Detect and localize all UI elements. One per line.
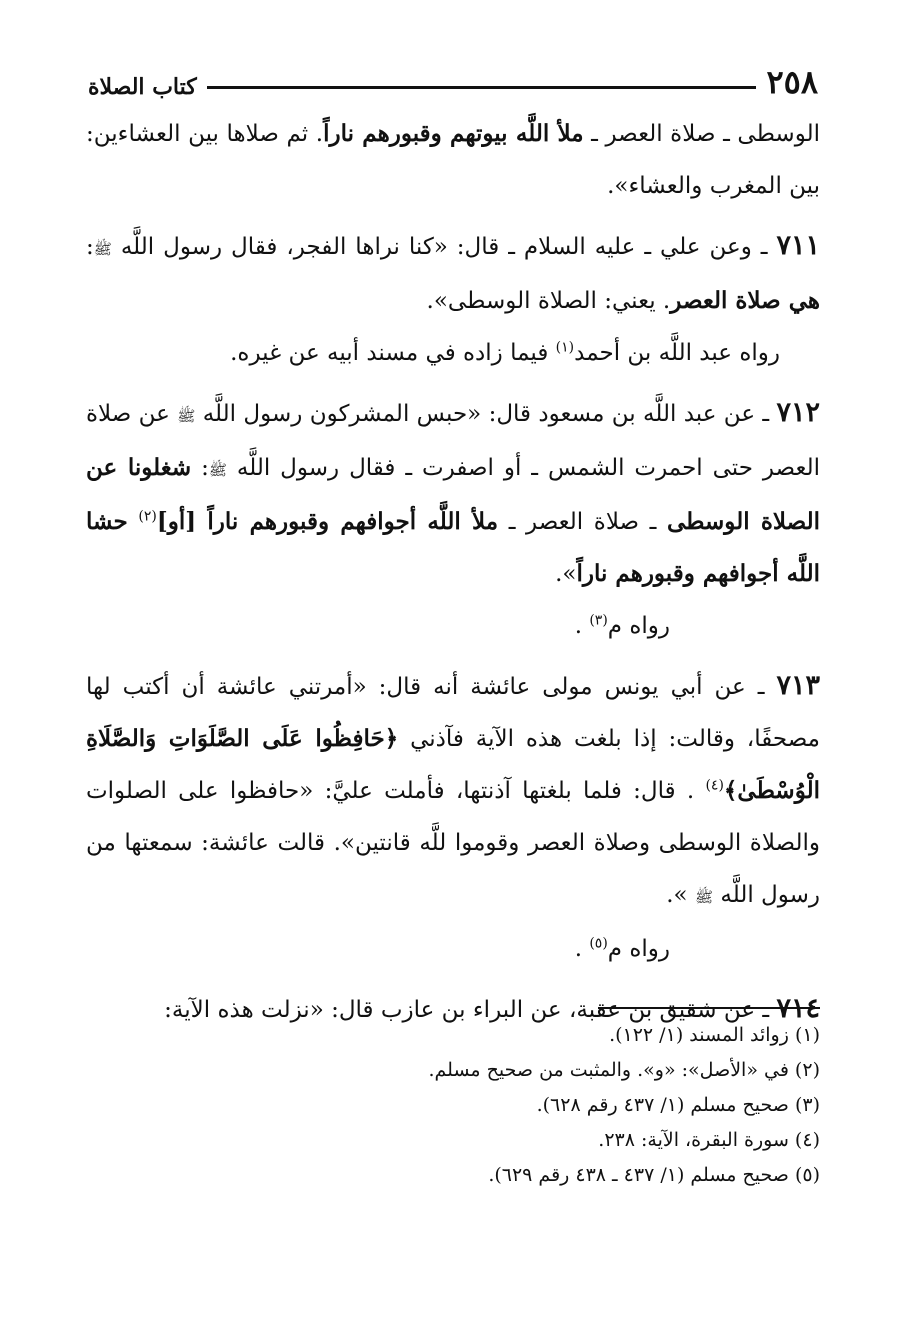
honorific-symbol: ﷺ — [93, 240, 112, 258]
footnote-ref: (١) — [555, 339, 575, 356]
text-span: : — [191, 455, 209, 481]
footnotes — [86, 1018, 820, 1193]
bold-text: شغلونا عن الصلاة الوسطى — [86, 454, 820, 535]
text-span: ـ وعن علي ـ عليه السلام ـ قال: «كنا نراها الفجر، فقال رسول اللَّه — [111, 234, 777, 260]
quran-verse: ﴿حَافِظُوا عَلَى الصَّلَوَاتِ وَالصَّلَاةِ الْوُسْطَىٰ﴾ — [86, 725, 820, 804]
footnote-4: (٤) سورة البقرة، الآية: ٢٣٨. — [598, 1129, 820, 1151]
text-span: فيما زاده في مسند أبيه عن غيره. — [230, 340, 556, 366]
text-span: ». — [555, 561, 577, 587]
narration-711 — [86, 327, 820, 379]
footnote-ref: (٣) — [589, 612, 608, 629]
text-span: . — [574, 936, 590, 962]
footnote-ref: (٤) — [705, 777, 724, 794]
hadith-713 — [86, 660, 820, 923]
bold-text: ملأ اللَّه بيوتهم وقبورهم ناراً — [323, 120, 584, 147]
text-span: ـ عن أبي يونس مولى عائشة أنه قال: «أمرتني عائشة أن أكتب لها مصحفًا، وقالت: إذا بلغت هذه الآية فآذني — [86, 674, 820, 752]
hadith-number: ٧١٤ — [776, 993, 820, 1024]
paragraph-continuation — [86, 108, 820, 212]
text-span: عن صلاة العصر حتى احمرت الشمس ـ أو اصفرت ـ فقال رسول اللَّه — [86, 401, 820, 481]
bold-text: [أو] — [156, 508, 208, 535]
bold-text: هي صلاة العصر — [670, 287, 820, 314]
bold-text: ملأ اللَّه أجوافهم وقبورهم ناراً — [207, 508, 499, 535]
footnote-2: (٢) في «الأصل»: «و». والمثبت من صحيح مسلم. — [428, 1059, 820, 1081]
text-span: . ثم صلاها بين العشاءين: بين المغرب والعشاء». — [86, 121, 820, 199]
footnote-3: (٣) صحيح مسلم (١/ ٤٣٧ رقم ٦٢٨). — [536, 1094, 820, 1116]
text-span: رواه م — [607, 613, 670, 639]
narration-712 — [86, 600, 820, 652]
text-span: : — [86, 234, 94, 260]
text-span: الوسطى ـ صلاة العصر ـ — [583, 121, 820, 147]
honorific-symbol: ﷺ — [694, 888, 714, 906]
hadith-711 — [86, 220, 820, 327]
honorific-symbol: ﷺ — [177, 407, 196, 425]
honorific-symbol: ﷺ — [208, 461, 227, 479]
footnote-5: (٥) صحيح مسلم (١/ ٤٣٧ ـ ٤٣٨ رقم ٦٢٩). — [488, 1164, 820, 1186]
bold-text: حشا اللَّه أجوافهم وقبورهم ناراً — [86, 508, 820, 587]
header-rule — [207, 86, 757, 89]
text-span: ـ عن شقيق بن عقبة، عن البراء بن عازب قال: «نزلت هذه الآية: — [164, 997, 777, 1023]
hadith-number: ٧١٣ — [776, 670, 820, 701]
text-span: ». — [666, 882, 695, 908]
main-text — [86, 108, 820, 1036]
hadith-number: ٧١١ — [776, 230, 820, 261]
text-span: ـ صلاة العصر ـ — [498, 509, 667, 535]
narration-713 — [86, 923, 820, 975]
page-number: ٢٥٨ — [766, 63, 818, 101]
footnote-divider — [598, 1007, 820, 1009]
footnote-ref: (٥) — [589, 935, 608, 952]
text-span: . — [574, 613, 590, 639]
text-span — [128, 509, 139, 535]
text-span: رواه عبد اللَّه بن أحمد — [574, 340, 780, 366]
running-header — [88, 58, 818, 101]
book-title: كتاب الصلاة — [88, 74, 197, 100]
footnote-ref: (٢) — [138, 508, 157, 525]
text-span: . يعني: الصلاة الوسطى». — [426, 288, 671, 314]
footnote-1: (١) زوائد المسند (١/ ١٢٢). — [609, 1024, 820, 1046]
text-span: رواه م — [607, 936, 670, 962]
hadith-712 — [86, 387, 820, 600]
hadith-number: ٧١٢ — [776, 397, 820, 428]
text-span: . قال: فلما بلغتها آذنتها، فأملت عليَّ: «حافظوا على الصلوات والصلاة الوسطى وصلاة العصر وقوموا للَّه قانتين». قالت عائشة: سمعتها من رسول اللَّه — [86, 778, 820, 908]
text-span: ـ عن عبد اللَّه بن مسعود قال: «حبس المشركون رسول اللَّه — [195, 401, 777, 427]
